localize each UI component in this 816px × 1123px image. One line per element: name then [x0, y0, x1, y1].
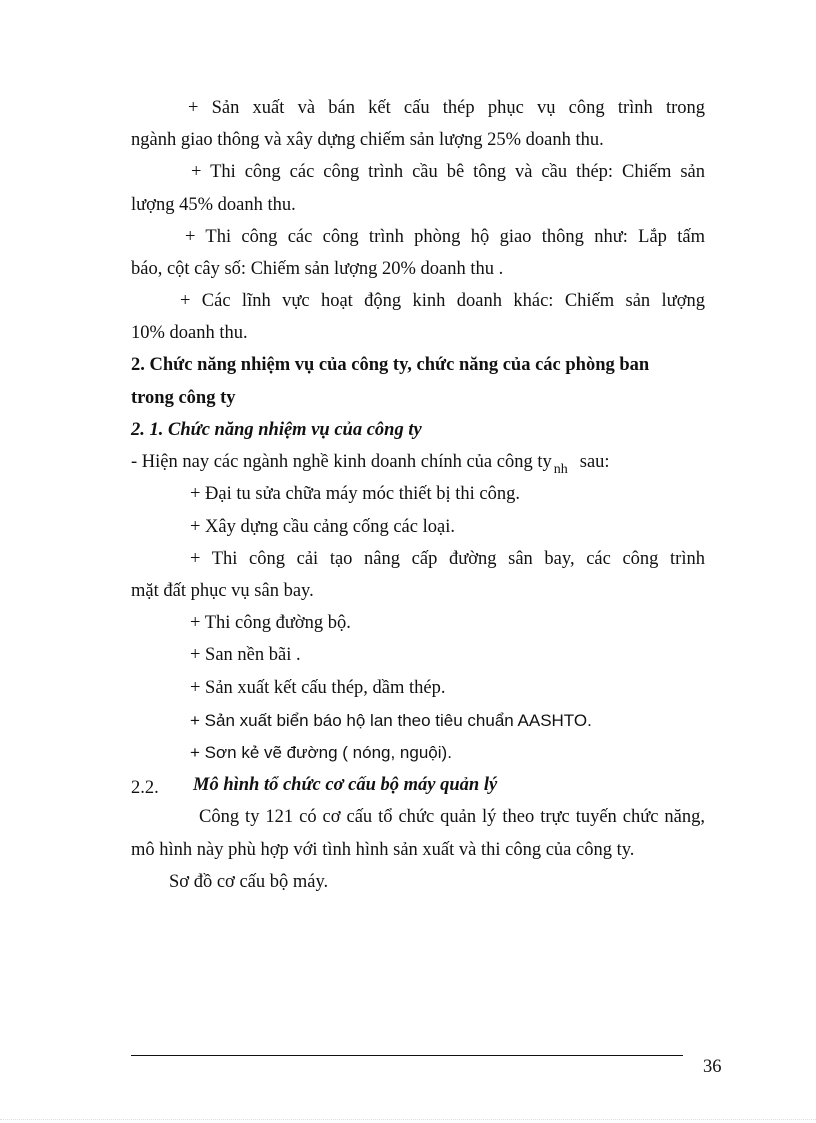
section-2-heading-line-1: 2. Chức năng nhiệm vụ của công ty, chức năng của các phòng ban	[131, 355, 650, 375]
intro-text: - Hiện nay các ngành nghề kinh doanh chính của công ty	[131, 452, 552, 472]
revenue-line-6: báo, cột cây số: Chiếm sản lượng 20% doanh thu .	[131, 259, 504, 279]
section-2-2-title: Mô hình tổ chức cơ cấu bộ máy quản lý	[193, 775, 498, 795]
business-item: + Đại tu sửa chữa máy móc thiết bị thi công.	[190, 484, 521, 504]
business-item: + Thi công cải tạo nâng cấp đường sân bay, các công trình	[190, 549, 705, 569]
page-bottom-edge	[0, 1119, 816, 1120]
org-paragraph-line-2: mô hình này phù hợp với tình hình sản xuất và thi công của công ty.	[131, 840, 635, 860]
org-chart-caption: Sơ đồ cơ cấu bộ máy.	[169, 872, 329, 892]
revenue-line-7: + Các lĩnh vực hoạt động kinh doanh khác: Chiếm sản lượng	[180, 291, 705, 311]
business-item: + Sơn kẻ vẽ đường ( nóng, nguội).	[190, 743, 452, 762]
page-number: 36	[703, 1057, 722, 1077]
section-2-heading-line-2: trong công ty	[131, 388, 236, 408]
intro-line	[131, 450, 610, 476]
revenue-line-2: ngành giao thông và xây dựng chiếm sản lượng 25% doanh thu.	[131, 130, 604, 150]
intro-subscript: nh	[553, 462, 568, 477]
section-2-1-heading: 2. 1. Chức năng nhiệm vụ của công ty	[131, 420, 422, 440]
intro-tail: sau:	[579, 452, 610, 472]
business-item-continuation: mặt đất phục vụ sân bay.	[131, 581, 314, 601]
revenue-line-8: 10% doanh thu.	[131, 323, 248, 343]
business-item: + Sản xuất biển báo hộ lan theo tiêu chuẩn AASHTO.	[190, 711, 592, 730]
org-paragraph-line-1: Công ty 121 có cơ cấu tổ chức quản lý theo trực tuyến chức năng,	[199, 807, 705, 827]
business-item: + Xây dựng cầu cảng cống các loại.	[190, 517, 455, 537]
revenue-line-5: + Thi công các công trình phòng hộ giao thông như: Lắp tấm	[185, 227, 705, 247]
section-2-2-number: 2.2.	[131, 778, 159, 798]
business-item: + Thi công đường bộ.	[190, 613, 351, 633]
revenue-line-3: + Thi công các công trình cầu bê tông và cầu thép: Chiếm sản	[191, 162, 705, 182]
revenue-line-4: lượng 45% doanh thu.	[131, 195, 296, 215]
business-item: + Sản xuất kết cấu thép, dầm thép.	[190, 678, 446, 698]
revenue-line-1: + Sản xuất và bán kết cấu thép phục vụ công trình trong	[188, 98, 705, 118]
footer-rule	[131, 1055, 683, 1056]
business-item: + San nền bãi .	[190, 645, 301, 665]
